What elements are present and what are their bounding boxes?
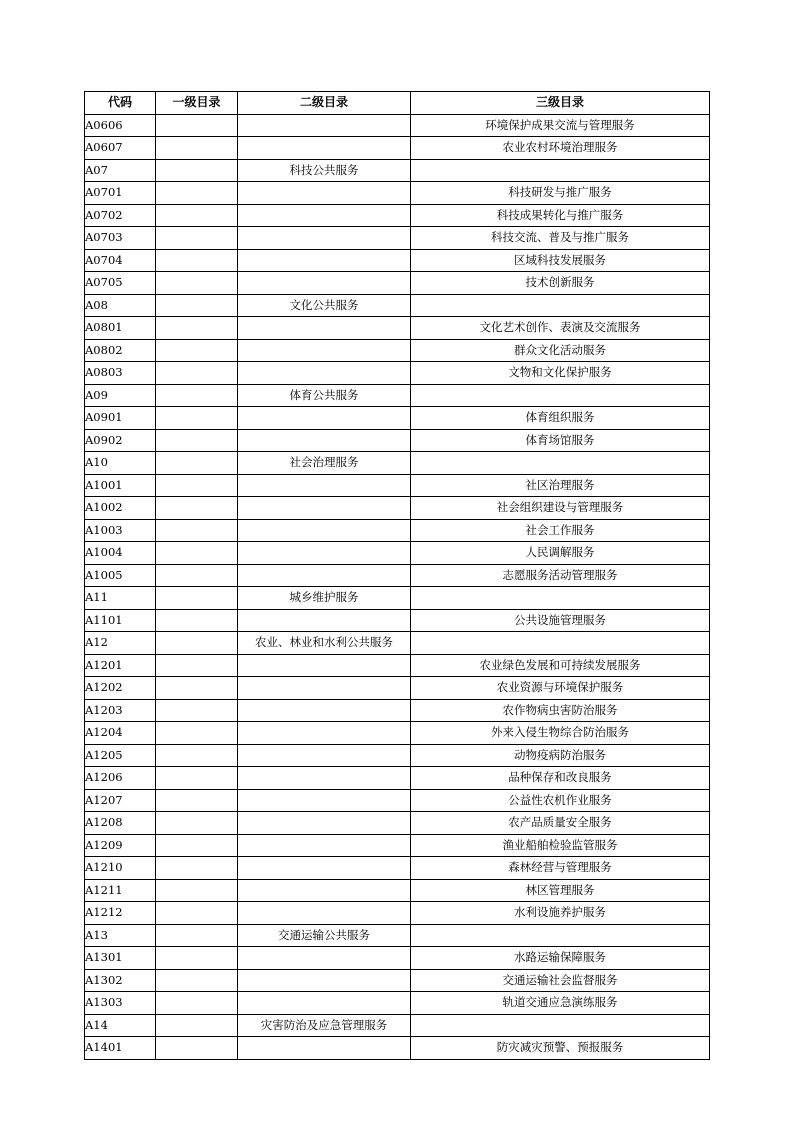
row-level3: 动物疫病防治服务 xyxy=(411,744,710,767)
row-level2 xyxy=(238,227,411,250)
row-level1 xyxy=(156,1037,238,1060)
row-level2: 城乡维护服务 xyxy=(238,587,411,610)
row-code: A07 xyxy=(85,159,156,182)
row-level3: 文物和文化保护服务 xyxy=(411,362,710,385)
row-code: A09 xyxy=(85,384,156,407)
row-level2: 体育公共服务 xyxy=(238,384,411,407)
row-level2 xyxy=(238,654,411,677)
row-code: A12 xyxy=(85,632,156,655)
header-level2: 二级目录 xyxy=(238,92,411,115)
row-level2 xyxy=(238,497,411,520)
table-row xyxy=(85,294,710,317)
row-code: A1401 xyxy=(85,1037,156,1060)
table-row xyxy=(85,879,710,902)
row-level2: 交通运输公共服务 xyxy=(238,924,411,947)
table-row xyxy=(85,992,710,1015)
table-row xyxy=(85,1014,710,1037)
row-level3: 农业资源与环境保护服务 xyxy=(411,677,710,700)
table-row xyxy=(85,249,710,272)
table-row xyxy=(85,857,710,880)
table-row xyxy=(85,182,710,205)
table-row xyxy=(85,654,710,677)
row-level1 xyxy=(156,429,238,452)
row-level3: 公益性农机作业服务 xyxy=(411,789,710,812)
row-level3: 外来入侵生物综合防治服务 xyxy=(411,722,710,745)
row-level1 xyxy=(156,542,238,565)
row-level1 xyxy=(156,722,238,745)
row-code: A1212 xyxy=(85,902,156,925)
row-level1 xyxy=(156,632,238,655)
row-level1 xyxy=(156,497,238,520)
table-row xyxy=(85,969,710,992)
row-level3: 农作物病虫害防治服务 xyxy=(411,699,710,722)
row-code: A1001 xyxy=(85,474,156,497)
row-code: A1101 xyxy=(85,609,156,632)
table-row xyxy=(85,362,710,385)
row-code: A1211 xyxy=(85,879,156,902)
row-code: A1201 xyxy=(85,654,156,677)
row-level3: 科技交流、普及与推广服务 xyxy=(411,227,710,250)
row-level1 xyxy=(156,182,238,205)
row-level2: 社会治理服务 xyxy=(238,452,411,475)
row-level3 xyxy=(411,924,710,947)
table-row xyxy=(85,767,710,790)
header-row xyxy=(85,92,710,115)
row-level3: 轨道交通应急演练服务 xyxy=(411,992,710,1015)
row-level2: 灾害防治及应急管理服务 xyxy=(238,1014,411,1037)
row-level3: 社会组织建设与管理服务 xyxy=(411,497,710,520)
row-level2 xyxy=(238,699,411,722)
row-code: A1210 xyxy=(85,857,156,880)
row-level3: 文化艺术创作、表演及交流服务 xyxy=(411,317,710,340)
header-code: 代码 xyxy=(85,92,156,115)
row-code: A0802 xyxy=(85,339,156,362)
row-code: A1205 xyxy=(85,744,156,767)
row-level1 xyxy=(156,992,238,1015)
row-level2 xyxy=(238,114,411,137)
row-level1 xyxy=(156,564,238,587)
row-level3 xyxy=(411,1014,710,1037)
row-code: A08 xyxy=(85,294,156,317)
row-level2 xyxy=(238,249,411,272)
row-level2 xyxy=(238,137,411,160)
row-level2 xyxy=(238,834,411,857)
row-level2 xyxy=(238,992,411,1015)
row-level1 xyxy=(156,744,238,767)
row-code: A1003 xyxy=(85,519,156,542)
row-level1 xyxy=(156,114,238,137)
row-level3 xyxy=(411,159,710,182)
row-level1 xyxy=(156,969,238,992)
row-level3: 技术创新服务 xyxy=(411,272,710,295)
row-code: A1208 xyxy=(85,812,156,835)
table-row xyxy=(85,947,710,970)
table-row xyxy=(85,317,710,340)
row-level2 xyxy=(238,182,411,205)
row-code: A0703 xyxy=(85,227,156,250)
row-level1 xyxy=(156,227,238,250)
row-code: A1002 xyxy=(85,497,156,520)
table-body xyxy=(85,114,710,1059)
row-level3 xyxy=(411,294,710,317)
row-code: A1206 xyxy=(85,767,156,790)
table-row xyxy=(85,429,710,452)
row-code: A0704 xyxy=(85,249,156,272)
table-row xyxy=(85,114,710,137)
row-code: A1209 xyxy=(85,834,156,857)
row-level3: 社区治理服务 xyxy=(411,474,710,497)
row-level1 xyxy=(156,519,238,542)
table-row xyxy=(85,474,710,497)
row-level2 xyxy=(238,204,411,227)
row-level1 xyxy=(156,294,238,317)
row-level2 xyxy=(238,902,411,925)
row-level3: 水路运输保障服务 xyxy=(411,947,710,970)
table-row xyxy=(85,677,710,700)
table-row xyxy=(85,699,710,722)
row-code: A1004 xyxy=(85,542,156,565)
row-level1 xyxy=(156,609,238,632)
row-level3: 志愿服务活动管理服务 xyxy=(411,564,710,587)
table-row xyxy=(85,722,710,745)
row-level2 xyxy=(238,812,411,835)
table-row xyxy=(85,519,710,542)
row-code: A1202 xyxy=(85,677,156,700)
table-row xyxy=(85,902,710,925)
row-level3: 环境保护成果交流与管理服务 xyxy=(411,114,710,137)
row-level1 xyxy=(156,249,238,272)
row-code: A0607 xyxy=(85,137,156,160)
row-code: A0606 xyxy=(85,114,156,137)
row-code: A1207 xyxy=(85,789,156,812)
row-level3 xyxy=(411,384,710,407)
row-level2 xyxy=(238,317,411,340)
table-row xyxy=(85,204,710,227)
row-level2: 科技公共服务 xyxy=(238,159,411,182)
row-code: A1005 xyxy=(85,564,156,587)
row-level1 xyxy=(156,452,238,475)
table-row xyxy=(85,339,710,362)
table-row xyxy=(85,587,710,610)
row-level2 xyxy=(238,969,411,992)
table-row xyxy=(85,1037,710,1060)
row-level1 xyxy=(156,1014,238,1037)
row-level3: 区域科技发展服务 xyxy=(411,249,710,272)
row-code: A13 xyxy=(85,924,156,947)
row-level3: 公共设施管理服务 xyxy=(411,609,710,632)
row-level1 xyxy=(156,587,238,610)
row-level1 xyxy=(156,654,238,677)
row-level1 xyxy=(156,474,238,497)
table-row xyxy=(85,812,710,835)
row-level2 xyxy=(238,429,411,452)
row-level2 xyxy=(238,677,411,700)
header-level1: 一级目录 xyxy=(156,92,238,115)
row-level2 xyxy=(238,857,411,880)
row-code: A1204 xyxy=(85,722,156,745)
row-level3 xyxy=(411,587,710,610)
row-level3: 农业农村环境治理服务 xyxy=(411,137,710,160)
row-level3: 科技成果转化与推广服务 xyxy=(411,204,710,227)
row-code: A0801 xyxy=(85,317,156,340)
header-level3: 三级目录 xyxy=(411,92,710,115)
table-row xyxy=(85,542,710,565)
row-level1 xyxy=(156,272,238,295)
row-level1 xyxy=(156,159,238,182)
row-level1 xyxy=(156,407,238,430)
row-code: A0901 xyxy=(85,407,156,430)
row-level1 xyxy=(156,789,238,812)
table-row xyxy=(85,789,710,812)
row-level2 xyxy=(238,722,411,745)
row-level1 xyxy=(156,339,238,362)
row-level1 xyxy=(156,812,238,835)
row-level3: 社会工作服务 xyxy=(411,519,710,542)
table-row xyxy=(85,384,710,407)
row-code: A1203 xyxy=(85,699,156,722)
row-level2 xyxy=(238,474,411,497)
row-code: A14 xyxy=(85,1014,156,1037)
row-code: A0702 xyxy=(85,204,156,227)
row-level1 xyxy=(156,137,238,160)
row-level2 xyxy=(238,767,411,790)
row-level2 xyxy=(238,339,411,362)
table-row xyxy=(85,609,710,632)
row-level2 xyxy=(238,947,411,970)
row-level1 xyxy=(156,857,238,880)
row-code: A0701 xyxy=(85,182,156,205)
row-level3: 科技研发与推广服务 xyxy=(411,182,710,205)
table-row xyxy=(85,834,710,857)
row-level2 xyxy=(238,1037,411,1060)
row-level1 xyxy=(156,317,238,340)
row-level2 xyxy=(238,609,411,632)
row-level3: 水利设施养护服务 xyxy=(411,902,710,925)
row-level2 xyxy=(238,272,411,295)
row-level1 xyxy=(156,924,238,947)
row-level1 xyxy=(156,699,238,722)
row-level1 xyxy=(156,902,238,925)
row-level3: 品种保存和改良服务 xyxy=(411,767,710,790)
row-level2 xyxy=(238,564,411,587)
row-level3: 渔业船舶检验监管服务 xyxy=(411,834,710,857)
row-level1 xyxy=(156,834,238,857)
table-row xyxy=(85,159,710,182)
table-row xyxy=(85,227,710,250)
row-level3: 森林经营与管理服务 xyxy=(411,857,710,880)
row-code: A0803 xyxy=(85,362,156,385)
row-code: A0705 xyxy=(85,272,156,295)
row-level2 xyxy=(238,789,411,812)
table-row xyxy=(85,272,710,295)
row-level3 xyxy=(411,632,710,655)
table-row xyxy=(85,497,710,520)
table-row xyxy=(85,564,710,587)
table-row xyxy=(85,452,710,475)
row-code: A1301 xyxy=(85,947,156,970)
table-row xyxy=(85,924,710,947)
row-code: A10 xyxy=(85,452,156,475)
row-level3 xyxy=(411,452,710,475)
row-level3: 人民调解服务 xyxy=(411,542,710,565)
table-row xyxy=(85,744,710,767)
row-level2 xyxy=(238,362,411,385)
row-code: A0902 xyxy=(85,429,156,452)
row-level1 xyxy=(156,384,238,407)
row-level1 xyxy=(156,677,238,700)
catalog-table xyxy=(84,91,710,1060)
row-level3: 防灾减灾预警、预报服务 xyxy=(411,1037,710,1060)
row-level1 xyxy=(156,947,238,970)
row-code: A11 xyxy=(85,587,156,610)
row-level3: 农业绿色发展和可持续发展服务 xyxy=(411,654,710,677)
row-level3: 群众文化活动服务 xyxy=(411,339,710,362)
table-row xyxy=(85,632,710,655)
row-level3: 体育场馆服务 xyxy=(411,429,710,452)
row-level2 xyxy=(238,407,411,430)
row-level3: 林区管理服务 xyxy=(411,879,710,902)
row-level1 xyxy=(156,767,238,790)
row-level2 xyxy=(238,542,411,565)
row-level3: 农产品质量安全服务 xyxy=(411,812,710,835)
row-code: A1302 xyxy=(85,969,156,992)
row-level3: 体育组织服务 xyxy=(411,407,710,430)
table-row xyxy=(85,137,710,160)
row-level2: 文化公共服务 xyxy=(238,294,411,317)
row-code: A1303 xyxy=(85,992,156,1015)
row-level1 xyxy=(156,204,238,227)
row-level2 xyxy=(238,879,411,902)
row-level3: 交通运输社会监督服务 xyxy=(411,969,710,992)
row-level1 xyxy=(156,362,238,385)
row-level2 xyxy=(238,519,411,542)
table-row xyxy=(85,407,710,430)
row-level2 xyxy=(238,744,411,767)
row-level1 xyxy=(156,879,238,902)
row-level2: 农业、林业和水利公共服务 xyxy=(238,632,411,655)
